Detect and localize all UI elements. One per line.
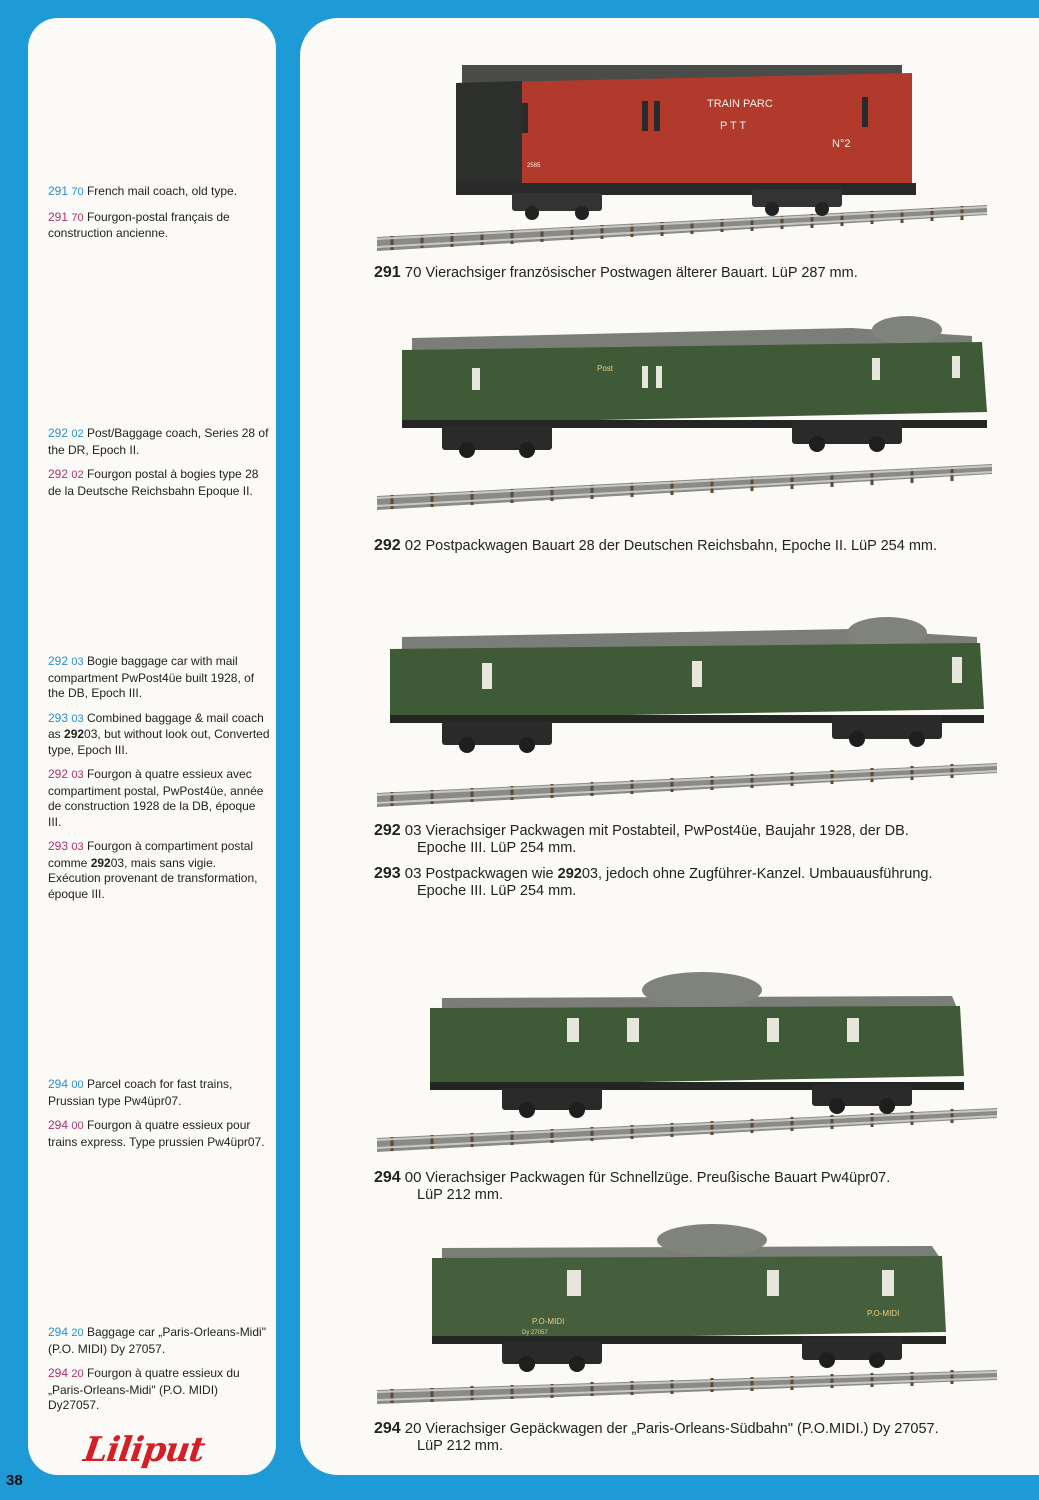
caption-29203-29303: [374, 822, 1014, 900]
item-number-main: 292: [48, 654, 69, 668]
caption-number: 293: [374, 865, 401, 882]
caption-29400: [374, 1169, 1014, 1204]
caption-text: Postpackwagen Bauart 28 der Deutschen Reichsbahn, Epoche II. LüP 254 mm.: [425, 538, 938, 554]
caption-line: [374, 1420, 1014, 1438]
item-number-main: 292: [48, 467, 69, 481]
item-ref-number: 292: [64, 727, 85, 741]
item-text: French mail coach, old type.: [83, 184, 238, 198]
item-number: [48, 711, 84, 725]
caption-continuation: LüP 212 mm.: [417, 1438, 503, 1454]
item-description: [48, 184, 270, 201]
caption-number-suffix: 70: [404, 264, 422, 281]
item-number-suffix: 00: [71, 1079, 84, 1091]
wagon-29420-marking-pomidi-left: P.O-MIDI: [532, 1317, 565, 1326]
caption-number-suffix: 00: [404, 1169, 422, 1186]
caption-number-suffix: 02: [404, 537, 422, 554]
caption-line: [374, 537, 1014, 555]
caption-29420: [374, 1420, 1014, 1455]
item-number-suffix: 00: [71, 1120, 84, 1132]
left-block-29202: [48, 426, 270, 508]
wagon-29170-marking-no: N°2: [832, 138, 851, 150]
item-number-suffix: 20: [71, 1368, 84, 1380]
item-text-after: 03, mais sans vigie. Exécution provenant de transformation, époque III.: [48, 855, 258, 901]
item-description: [48, 1325, 270, 1357]
item-text: Fourgon à quatre essieux pour trains express. Type prussien Pw4üpr07.: [48, 1118, 265, 1149]
item-number: [48, 1366, 84, 1380]
item-number-main: 294: [48, 1118, 69, 1132]
item-number-suffix: 03: [71, 841, 84, 853]
item-ref-number: 292: [90, 855, 111, 870]
wagon-29420-image: [372, 1222, 1002, 1412]
caption-number: 292: [374, 822, 401, 839]
item-number: [48, 1077, 84, 1091]
item-number-main: 294: [48, 1077, 69, 1091]
caption-number: 294: [374, 1169, 401, 1186]
item-number: [48, 210, 84, 224]
item-text: Fourgon-postal français de construction ancienne.: [48, 209, 230, 240]
wagon-29170-marking-small: 2585: [527, 163, 541, 169]
wagon-29400-image: [372, 970, 1002, 1160]
caption-line: [374, 1169, 1014, 1187]
item-number-suffix: 03: [71, 712, 84, 725]
item-description: [48, 426, 270, 458]
item-text-after: 03, but without look out, Converted type, Epoch III.: [48, 727, 270, 757]
item-description: [48, 767, 270, 830]
wagon-29202-image: [372, 316, 997, 516]
item-text: Fourgon postal à bogies type 28 de la Deutsche Reichsbahn Epoque II.: [48, 467, 259, 498]
caption-number-suffix: 03: [404, 865, 422, 882]
item-number-main: 291: [48, 184, 69, 198]
wagon-29170-marking-ptt: P T T: [720, 120, 747, 132]
item-description: [48, 467, 270, 499]
caption-number: 291: [374, 264, 401, 281]
item-number-main: 291: [48, 209, 69, 224]
left-block-29170: [48, 184, 270, 251]
item-number-suffix: 70: [71, 186, 84, 198]
caption-continuation: Epoche III. LüP 254 mm.: [417, 840, 577, 856]
caption-line: [374, 264, 1014, 282]
caption-text: Vierachsiger Gepäckwagen der „Paris-Orleans-Südbahn" (P.O.MIDI.) Dy 27057.: [425, 1421, 939, 1437]
caption-29202: [374, 537, 1014, 555]
liliput-logo: Liliput: [81, 1430, 207, 1470]
item-number-suffix: 70: [71, 211, 84, 224]
item-text: Fourgon à quatre essieux du „Paris-Orleans-Midi" (P.O. MIDI) Dy27057.: [48, 1366, 240, 1412]
item-number-main: 293: [48, 710, 69, 725]
caption-line: [374, 822, 1014, 840]
item-number: [48, 1118, 84, 1132]
caption-text: Vierachsiger französischer Postwagen älterer Bauart. LüP 287 mm.: [425, 265, 858, 281]
item-description: [48, 711, 270, 759]
caption-number-suffix: 03: [404, 822, 422, 839]
caption-number-suffix: 20: [404, 1420, 422, 1437]
item-text: Post/Baggage coach, Series 28 of the DR, Epoch II.: [48, 426, 269, 457]
item-description: [48, 1366, 270, 1414]
item-description: [48, 839, 270, 902]
item-number: [48, 1325, 84, 1339]
item-number-suffix: 02: [71, 428, 84, 440]
item-number-main: 292: [48, 426, 69, 440]
caption-text: Postpackwagen wie: [425, 866, 558, 882]
caption-text: Vierachsiger Packwagen mit Postabteil, PwPost4üe, Baujahr 1928, der DB.: [425, 823, 909, 839]
item-text: Fourgon à quatre essieux avec compartiment postal, PwPost4üe, année de construction 1928 de la DB, époque III.: [48, 767, 264, 829]
caption-ref-number: 292: [557, 866, 582, 882]
caption-29170: [374, 264, 1014, 282]
item-number: [48, 184, 84, 198]
caption-line: [374, 865, 1014, 883]
item-number-suffix: 20: [71, 1327, 84, 1339]
item-number: [48, 767, 84, 781]
caption-text: Vierachsiger Packwagen für Schnellzüge. Preußische Bauart Pw4üpr07.: [425, 1170, 891, 1186]
item-description: [48, 210, 270, 242]
caption-number: 294: [374, 1420, 401, 1437]
item-number: [48, 467, 84, 481]
item-number-main: 294: [48, 1366, 69, 1380]
item-description: [48, 654, 270, 702]
left-block-29400: [48, 1077, 270, 1159]
item-number-main: 294: [48, 1325, 69, 1339]
item-description: [48, 1118, 270, 1150]
item-number-main: 293: [48, 839, 69, 853]
wagon-29203-image: [372, 613, 1002, 813]
left-block-29203: [48, 654, 270, 911]
caption-text-after: 03, jedoch ohne Zugführer-Kanzel. Umbauausführung.: [581, 866, 933, 882]
caption-continuation: LüP 212 mm.: [417, 1187, 503, 1203]
item-text: Combined baggage & mail coach as: [48, 710, 264, 741]
item-number-suffix: 03: [71, 656, 84, 668]
page-number: 38: [6, 1472, 23, 1489]
wagon-29420-marking-pomidi-right: P.O-MIDI: [867, 1309, 900, 1318]
wagon-29202-marking-post: Post: [597, 364, 614, 373]
item-number-suffix: 03: [71, 769, 84, 781]
item-text: Bogie baggage car with mail compartment PwPost4üe built 1928, of the DB, Epoch III.: [48, 654, 255, 700]
wagon-29170-image: [372, 55, 992, 255]
item-text: Baggage car „Paris-Orleans-Midi" (P.O. MIDI) Dy 27057.: [48, 1325, 266, 1356]
left-block-29420: [48, 1325, 270, 1423]
item-description: [48, 1077, 270, 1109]
item-number: [48, 426, 84, 440]
caption-continuation: Epoche III. LüP 254 mm.: [417, 883, 577, 899]
wagon-29420-marking-dy: Dy 27057: [522, 1330, 548, 1336]
wagon-29170-marking-train-parc: TRAIN PARC: [707, 98, 773, 110]
caption-number: 292: [374, 537, 401, 554]
item-number: [48, 654, 84, 668]
item-number-main: 292: [48, 767, 69, 781]
item-text: Fourgon à compartiment postal comme: [48, 839, 254, 870]
item-number-suffix: 02: [71, 469, 84, 481]
item-text: Parcel coach for fast trains, Prussian type Pw4üpr07.: [48, 1077, 233, 1108]
item-number: [48, 839, 84, 853]
